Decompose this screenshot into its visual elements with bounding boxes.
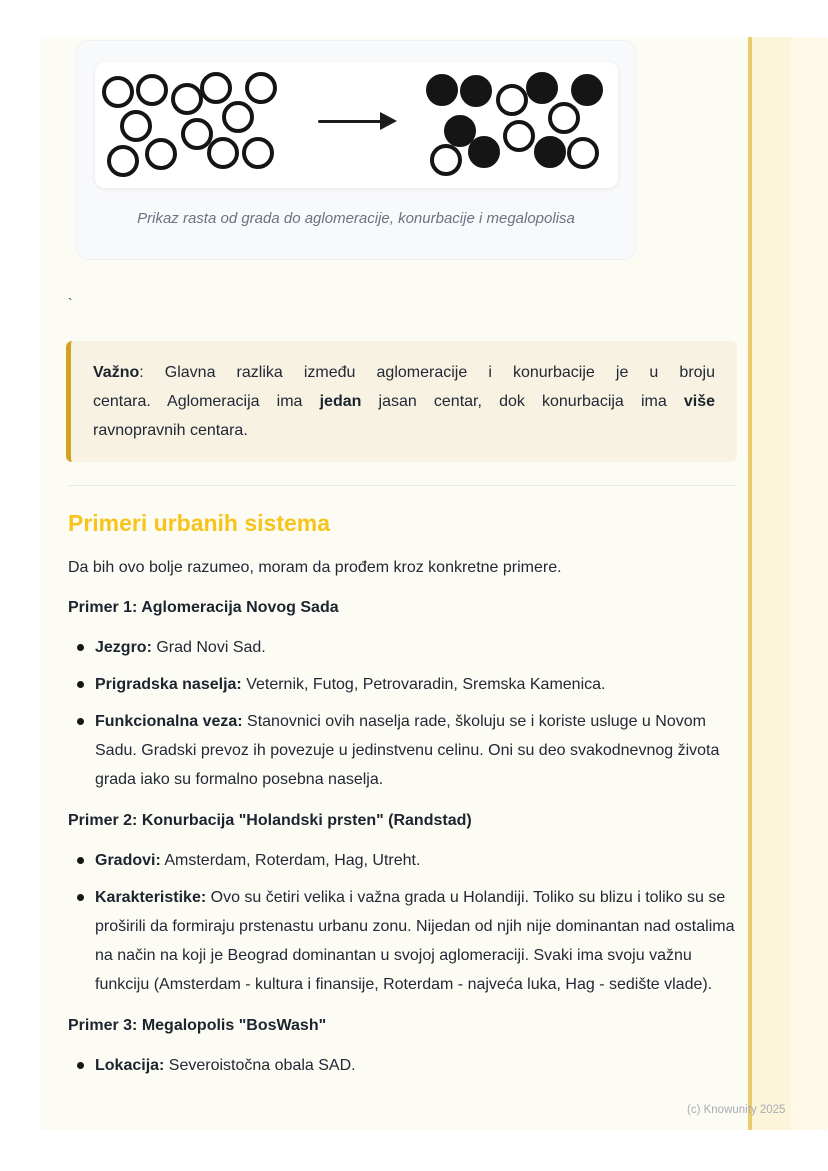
city-circle-outline-icon [503, 120, 535, 152]
city-circle-filled-icon [571, 74, 603, 106]
bullet-dot-icon [77, 681, 84, 688]
example-list [68, 1051, 737, 1080]
item-text: Severoistočna obala SAD. [164, 1057, 356, 1074]
city-circle-outline-icon [102, 76, 134, 108]
callout-text: : Glavna razlika između aglomeracije i konurbacije je u broju [139, 364, 715, 381]
city-circle-outline-icon [548, 102, 580, 134]
callout-bold: jedan [319, 393, 362, 410]
callout-line [93, 387, 715, 416]
example-list [68, 633, 737, 794]
city-circle-filled-icon [426, 74, 458, 106]
list-item [68, 707, 737, 794]
city-circle-filled-icon [526, 72, 558, 104]
example-title: Primer 2: Konurbacija "Holandski prsten" (Randstad) [68, 812, 472, 829]
city-circle-filled-icon [460, 75, 492, 107]
city-circle-outline-icon [171, 83, 203, 115]
list-item [68, 846, 737, 875]
item-label: Gradovi: [95, 852, 161, 869]
item-text: Veternik, Futog, Petrovaradin, Sremska Kamenica. [241, 676, 606, 693]
item-label: Karakteristike: [95, 889, 207, 906]
page-edge-strip [748, 37, 828, 1130]
city-circle-outline-icon [430, 144, 462, 176]
bullet-dot-icon [77, 1062, 84, 1069]
figure-card [75, 40, 637, 260]
city-circle-outline-icon [120, 110, 152, 142]
list-item [68, 883, 737, 999]
bullet-dot-icon [77, 644, 84, 651]
callout-text: ravnopravnih centara. [93, 422, 248, 439]
copyright-credit: (c) Knowunity 2025 [687, 1104, 786, 1116]
item-label: Jezgro: [95, 639, 152, 656]
city-circle-filled-icon [468, 136, 500, 168]
example-3 [40, 1013, 748, 1080]
city-circle-outline-icon [145, 138, 177, 170]
callout-label: Važno [93, 364, 140, 381]
intro-paragraph: Da bih ovo bolje razumeo, moram da prođem kroz konkretne primere. [68, 559, 562, 576]
item-label: Lokacija: [95, 1057, 165, 1074]
city-circle-outline-icon [107, 145, 139, 177]
item-text: Amsterdam, Roterdam, Hag, Utreht. [160, 852, 421, 869]
item-text: Ovo su četiri velika i važna grada u Holandiji. Toliko su blizu i toliko su se proširili da formiraju prstenastu urbanu zonu. Nijedan od njih nije dominantan nad ostalima na način na koji je Beograd dominantan u svojoj aglomeraciji. Svaki ima svoju važnu funkciju (Amsterdam - kultura i finansije, Roterdam - najveća luka, Hag - sedište vlade). [95, 889, 735, 993]
important-callout [66, 341, 737, 462]
page-content [40, 37, 748, 1130]
item-text: Grad Novi Sad. [151, 639, 266, 656]
item-label: Funkcionalna veza: [95, 713, 243, 730]
callout-bold: više [683, 393, 716, 410]
city-circle-outline-icon [136, 74, 168, 106]
callout-text: jasan centar, dok konurbacija ima [361, 393, 684, 410]
city-circle-filled-icon [534, 136, 566, 168]
page-sheet [40, 37, 748, 1130]
section-heading: Primeri urbanih sistema [68, 510, 331, 536]
callout-line [93, 416, 715, 445]
example-title: Primer 3: Megalopolis "BosWash" [68, 1017, 327, 1034]
item-label: Prigradska naselja: [95, 676, 242, 693]
city-circle-outline-icon [242, 137, 274, 169]
city-circle-outline-icon [245, 72, 277, 104]
bullet-dot-icon [77, 718, 84, 725]
figure-panel [95, 62, 618, 188]
figure-caption: Prikaz rasta od grada do aglomeracije, konurbacije i megalopolisa [137, 210, 575, 227]
bullet-dot-icon [77, 894, 84, 901]
section-divider [68, 485, 737, 486]
city-circle-outline-icon [222, 101, 254, 133]
example-2 [40, 808, 748, 999]
right-arrow-icon [318, 120, 382, 123]
item-text: Stanovnici ovih naselja rade, školuju se i koriste usluge u Novom Sadu. Gradski prevoz ih povezuje u jedinstvenu celinu. Oni su deo svakodnevnog života grada iako su formalno posebna naselja. [95, 713, 720, 788]
stray-backtick: ` [68, 295, 73, 311]
example-list [68, 846, 737, 999]
bullet-dot-icon [77, 857, 84, 864]
right-arrow-head-icon [380, 112, 397, 130]
list-item [68, 1051, 737, 1080]
example-title: Primer 1: Aglomeracija Novog Sada [68, 599, 339, 616]
example-1 [40, 595, 748, 794]
list-item [68, 633, 737, 662]
city-circle-outline-icon [207, 137, 239, 169]
callout-text: centara. Aglomeracija ima [93, 393, 320, 410]
city-circle-outline-icon [567, 137, 599, 169]
city-circle-outline-icon [200, 72, 232, 104]
city-circle-outline-icon [496, 84, 528, 116]
list-item [68, 670, 737, 699]
callout-line [93, 358, 715, 387]
